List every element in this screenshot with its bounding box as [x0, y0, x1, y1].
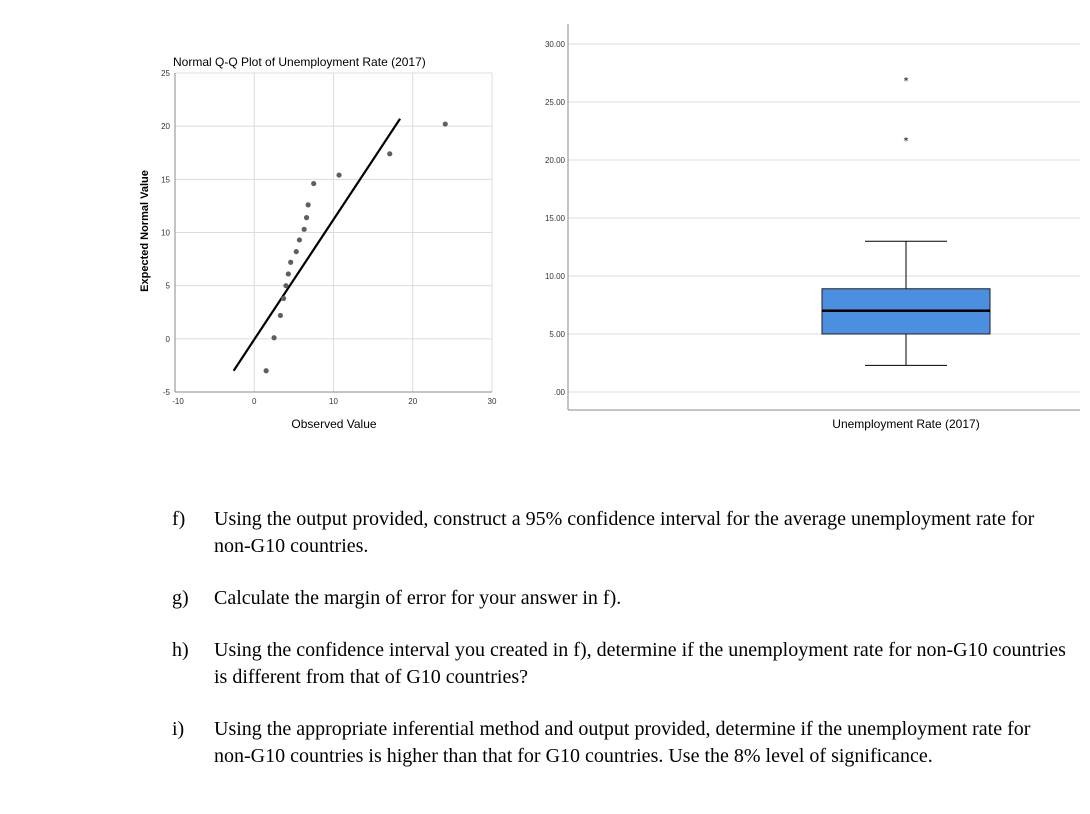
question-label: h): [172, 639, 189, 661]
qq-y-tick-label: 5: [165, 281, 170, 291]
qq-point: [294, 249, 299, 254]
box-y-tick-label: 30.00: [544, 40, 565, 49]
box-y-tick-label: 5.00: [549, 330, 565, 339]
qq-x-ticks: [172, 397, 497, 406]
box-y-tick-label: 10.00: [544, 272, 565, 281]
qq-y-ticks: [161, 69, 170, 397]
question-text: Using the output provided, construct a 95% confidence interval for the average unemployment rate for non-G10 countries.: [214, 508, 1035, 557]
box-body-group: [822, 76, 990, 366]
qq-point: [297, 237, 302, 242]
qq-point: [311, 181, 316, 186]
qq-point: [336, 172, 341, 177]
question-label: g): [172, 587, 189, 609]
box-y-ticks: [545, 40, 566, 397]
box-plot: [545, 24, 1080, 431]
qq-point: [302, 227, 307, 232]
box-outlier-marker: *: [903, 136, 909, 148]
box-y-tick-label: 15.00: [544, 214, 565, 223]
question-text: Using the appropriate inferential method and output provided, determine if the unemployment rate for non-G10 countries is higher than that for G10 countries. Use the 8% level of significance.: [214, 718, 1031, 767]
qq-point: [281, 296, 286, 301]
question-label: i): [172, 718, 185, 740]
qq-y-tick-label: 15: [161, 175, 170, 185]
qq-point: [264, 368, 269, 373]
box-category-label: Unemployment Rate (2017): [832, 417, 980, 431]
qq-point: [306, 202, 311, 207]
qq-point: [304, 215, 309, 220]
qq-point: [271, 335, 276, 340]
qq-gridlines: [175, 73, 492, 392]
qq-x-tick-label: 20: [408, 397, 418, 406]
question-g: [172, 585, 1072, 612]
qq-x-tick-label: 10: [329, 397, 338, 406]
qq-y-tick-label: 10: [161, 228, 170, 238]
qq-reference-line-group: [234, 119, 400, 371]
qq-reference-line: [234, 119, 400, 371]
qq-point: [278, 313, 283, 318]
box-axes: [568, 24, 1080, 410]
qq-points: [264, 121, 448, 373]
qq-y-axis-label: Expected Normal Value: [139, 170, 151, 292]
qq-x-tick-label: -10: [172, 397, 184, 406]
question-i: [172, 716, 1072, 770]
qq-point: [443, 121, 448, 126]
qq-y-tick-label: 0: [165, 334, 170, 344]
qq-x-axis-label: Observed Value: [291, 417, 377, 431]
qq-point: [288, 260, 293, 265]
questions-list: [172, 506, 1072, 795]
qq-plot: [139, 55, 497, 431]
question-label: f): [172, 508, 186, 530]
qq-x-tick-label: 30: [487, 397, 497, 406]
qq-y-tick-label: -5: [162, 388, 170, 397]
qq-point: [283, 283, 288, 288]
box-y-tick-label: 25.00: [544, 98, 565, 107]
qq-y-tick-label: 25: [161, 69, 170, 78]
question-h: [172, 637, 1072, 691]
qq-y-tick-label: 20: [161, 122, 170, 132]
qq-point: [387, 151, 392, 156]
question-text: Calculate the margin of error for your answer in f).: [214, 587, 622, 609]
box-y-tick-label: 20.00: [544, 156, 565, 165]
box-y-tick-label: .00: [553, 388, 565, 397]
box-gridlines: [568, 44, 1080, 392]
question-text: Using the confidence interval you created in f), determine if the unemployment rate for non-G10 countries is different from that of G10 countries?: [214, 639, 1066, 688]
qq-point: [286, 271, 291, 276]
qq-x-tick-label: 0: [252, 397, 257, 406]
qq-title: Normal Q-Q Plot of Unemployment Rate (2017): [173, 55, 426, 69]
question-f: [172, 506, 1072, 560]
box-outlier-marker: *: [903, 75, 909, 87]
